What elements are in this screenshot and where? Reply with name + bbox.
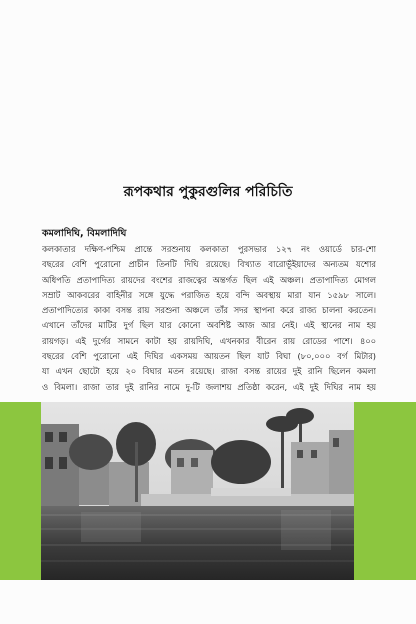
paragraph-line: কলকাতার দক্ষিণ-পশ্চিম প্রান্তে সরশুনায় কলকাতা পুরসভার ১২৭ নং ওয়ার্ডে চার-শো: [42, 244, 376, 254]
paragraph-line: বছরের বেশি পুরোনো এই দিঘির একসময় আয়তন ছিল যাট বিঘা (৮০,০০০ বর্গ মিটার): [42, 351, 376, 362]
paragraph-line: সম্রাট আকবরের বাহিনীর সঙ্গে যুদ্ধে পরাজিত হয়ে বন্দি অবস্থায় মারা যান ১৫৯৮ সালে।: [42, 289, 376, 300]
section-heading: কমলাদিঘি, বিমলাদিঘি: [42, 228, 127, 239]
paragraph-line: ও বিমলা। রাজা তার দুই রানির নামে দু-টি জলাশয় প্রতিষ্ঠা করেন, এই দুই দিঘির নাম হয়: [42, 381, 376, 392]
paragraph-line: এখানে তাঁদের মাটির দুর্গ ছিল যার কোনো অবশিষ্ট আজ আর নেই। এই স্থানের নাম হয়: [42, 320, 376, 331]
chapter-title: রূপকথার পুকুরগুলির পরিচিতি: [123, 184, 293, 200]
body-paragraph: [42, 242, 376, 395]
side-tab-left: [0, 402, 41, 580]
paragraph-line: রায়গড়। এই দুর্গের সামনে কাটা হয় রায়দিঘি, এখনকার বীরেন রায় রোডের পাশে। ৪০০: [42, 335, 376, 346]
pond-photo: [41, 402, 354, 580]
paragraph-line: অধিপতি প্রতাপাদিত্য রায়দের বংশের রাজত্বের অন্তর্গত ছিল এই অঞ্চল। প্রতাপাদিত্য মোগল: [42, 274, 376, 285]
side-tab-right: [354, 402, 416, 580]
paragraph-line: যা এখন ছোটো হয়ে ২০ বিঘার মতন রয়েছে। রাজা বসন্ত রায়ের দুই রানি ছিলেন কমলা: [42, 366, 376, 377]
paragraph-line: প্রতাপাদিত্যের কাকা বসন্ত রায় সরশুনা অঞ্চলে তাঁর সদর স্থাপনা করে রাজ্য চালনা করতেন।: [42, 305, 376, 316]
paragraph-line: বছরের বেশি পুরোনো প্রাচীন তিনটি দিঘি রয়েছে। বিখ্যাত বারোভূঁইয়াদের অন্যতম যশোর: [42, 259, 376, 270]
